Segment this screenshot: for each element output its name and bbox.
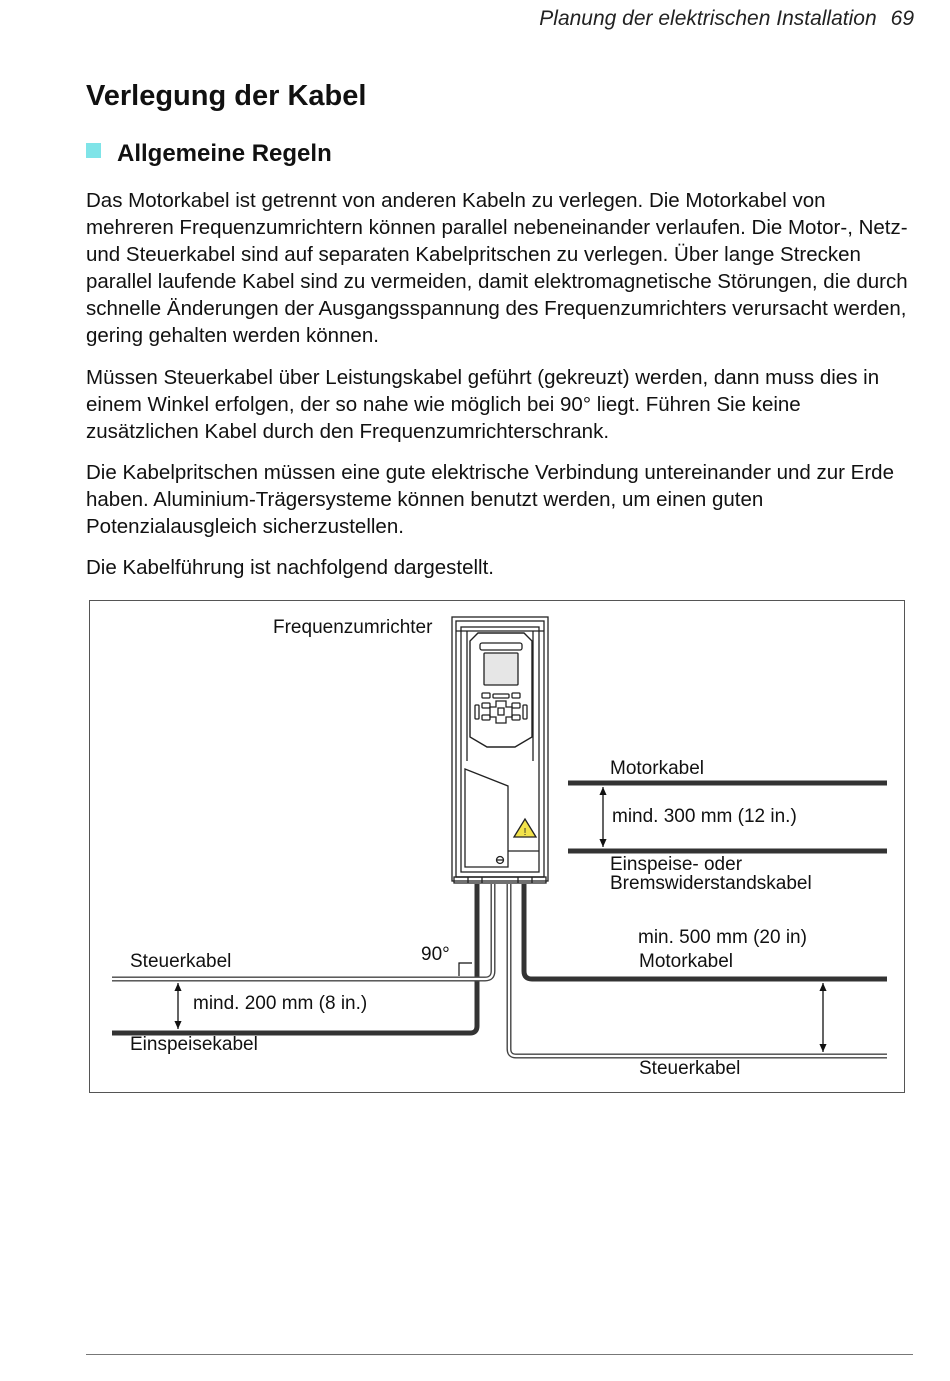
label-motor-cable-right: Motorkabel: [639, 951, 733, 972]
section-title: Allgemeine Regeln: [117, 140, 332, 167]
running-header: [539, 7, 914, 31]
section-heading: [86, 140, 332, 168]
page-number: 69: [890, 7, 914, 30]
label-spacing-200: mind. 200 mm (8 in.): [193, 993, 368, 1014]
warning-exclamation: !: [523, 827, 527, 838]
label-motor-cable-top: Motorkabel: [610, 758, 704, 779]
footer-rule: [86, 1354, 913, 1355]
label-spacing-500: min. 500 mm (20 in): [638, 927, 807, 948]
paragraph-1: Das Motorkabel ist getrennt von anderen Kabeln zu verlegen. Die Motorkabel von mehreren Frequenzumrichtern können parallel nebeneinander verlaufen. Die Motor-, Netz- und Steuerkabel sind auf separaten Kabelpritschen zu verlegen. Über lange Strecken parallel laufende Kabel sind zu vermeiden, damit elektromagnetische Störungen, die durch schnelle Änderungen der Ausgangsspannung des Frequenzumrichters verursacht werden, gering gehalten werden können.: [86, 189, 908, 347]
label-control-cable-left: Steuerkabel: [130, 951, 232, 972]
label-supply-brake-line2: Bremswiderstandskabel: [610, 873, 812, 894]
paragraph-2: Müssen Steuerkabel über Leistungskabel geführt (gekreuzt) werden, dann muss dies in einem Winkel erfolgen, der so nahe wie möglich bei 90° liegt. Führen Sie keine zusätzlichen Kabel durch den Frequenzumrichterschrank.: [86, 366, 880, 443]
right-angle-marker: [459, 963, 472, 976]
section-bullet-icon: [86, 143, 101, 158]
cable-routing-figure: [89, 600, 905, 1093]
label-control-cable-right: Steuerkabel: [639, 1058, 741, 1079]
cable-routing-diagram: [90, 601, 904, 1092]
page-title: Verlegung der Kabel: [86, 80, 367, 112]
frequency-converter-drawing: [452, 617, 548, 883]
paragraph-3: Die Kabelpritschen müssen eine gute elektrische Verbindung untereinander und zur Erde haben. Aluminium-Trägersysteme können benutzt werden, um einen guten Potenzialausgleich sicherzustellen.: [86, 461, 894, 538]
label-angle: 90°: [421, 944, 450, 965]
running-header-title: Planung der elektrischen Installation: [539, 7, 877, 30]
label-frequency-converter: Frequenzumrichter: [273, 617, 433, 638]
paragraph-4: Die Kabelführung ist nachfolgend dargestellt.: [86, 556, 494, 579]
label-supply-brake-line1: Einspeise- oder: [610, 854, 743, 875]
label-spacing-300: mind. 300 mm (12 in.): [612, 806, 797, 827]
label-supply-cable-left: Einspeisekabel: [130, 1034, 258, 1055]
